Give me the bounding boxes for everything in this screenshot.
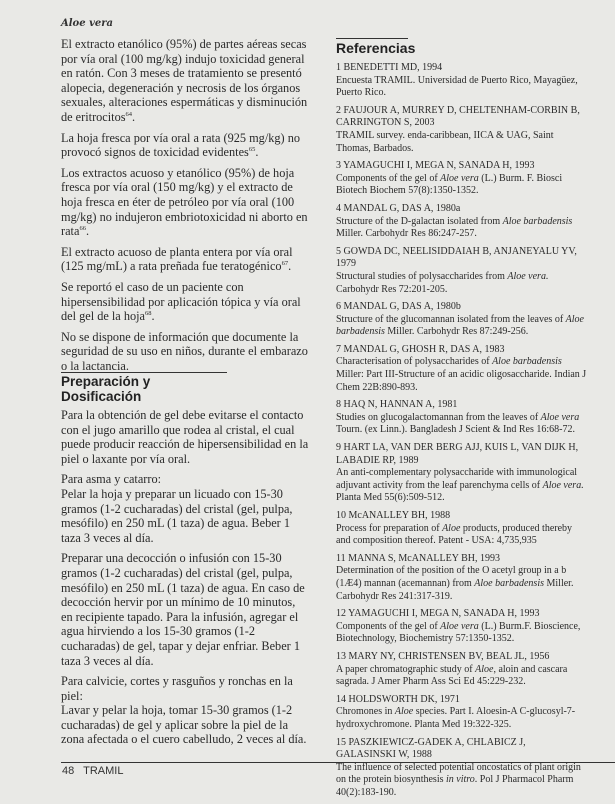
paragraph-label: Para asma y catarro: <box>61 472 162 487</box>
paragraph <box>61 408 309 466</box>
reference-citation <box>336 173 562 197</box>
text-run: An anti-complementary polysaccharide with immunological adjuvant activity from the leaf parenchyma cells of <box>336 467 578 491</box>
paragraph <box>61 551 309 668</box>
text-run: Structure of the glucomannan isolated from the leaves of <box>336 313 566 325</box>
paragraph <box>61 280 309 324</box>
paragraph <box>61 330 309 374</box>
text-run: El extracto etanólico (95%) de partes aéreas secas por vía oral (100 mg/kg) indujo toxicidad general en ratón. Con 3 meses de tratamiento se presentó alopecia, degeneración y necrosis de los órganos sexuales, alteraciones espermáticas y disminución de eritrocitos <box>61 37 308 124</box>
text-run: Tourn. (ex Linn.). Bangladesh J Scient & Ind Res 16:68-72. <box>336 424 575 436</box>
footnote-ref: 66 <box>79 225 86 233</box>
paragraph <box>61 131 309 160</box>
reference-authors: 15 PASZKIEWICZ-GADEK A, CHLABICZ J, GALASINSKI W, 1988 <box>336 736 526 761</box>
reference-authors: 13 MARY NY, CHRISTENSEN BV, BEAL JL, 1956 <box>336 650 550 662</box>
text-run: species. Part I. Aloesin-A C-glucosyl-7-hydroxychromone. Planta Med 19:322-325. <box>336 706 576 730</box>
reference-item <box>336 105 588 155</box>
text-run: La hoja fresca por vía oral a rata (925 mg/kg) no provocó signos de toxicidad evidentes <box>61 130 301 160</box>
text-run: Determination of the position of the O acetyl group in a b (1Æ4) mannan (acemannan) from <box>336 565 567 589</box>
text-run: Chromones in <box>336 706 395 718</box>
reference-item <box>336 62 588 100</box>
text-run: Carbohydr Res 72:201-205. <box>336 283 448 295</box>
reference-citation <box>336 216 572 240</box>
text-run: (L.) Burm. F. Biosci Biotech Biochem 57(8):1350-1352. <box>336 172 563 197</box>
italic-text: Aloe vera <box>440 620 479 632</box>
text-run: El extracto acuoso de planta entera por vía oral (125 mg/mL) a rata preñada fue teratogénico <box>61 244 293 274</box>
reference-citation <box>336 467 584 503</box>
text-run: Para la obtención de gel debe evitarse el contacto con el jugo amarillo que rodea al cristal, el cual puede producir reacción de hipersensibilidad en la piel o laxante por vía oral. <box>61 408 309 466</box>
text-run: , aloin and cascara sagrada. J Amer Pharm Ass Sci Ed 45:229-232. <box>336 663 568 688</box>
italic-text: Aloe barbadensis <box>492 356 562 368</box>
reference-authors: 12 YAMAGUCHI I, MEGA N, SANADA H, 1993 <box>336 608 540 620</box>
reference-authors: 3 YAMAGUCHI I, MEGA N, SANADA H, 1993 <box>336 160 535 172</box>
reference-item <box>336 344 588 394</box>
reference-authors: 8 HAQ N, HANNAN A, 1981 <box>336 399 458 411</box>
text-run: Components of the gel of <box>336 620 441 632</box>
text-run: Studies on glucogalactomannan from the leaves of <box>336 411 541 423</box>
text-run: Se reportó el caso de un paciente con hipersensibilidad por aplicación tópica y vía oral del gel de la hoja <box>61 279 301 324</box>
reference-authors: 11 MANNA S, McANALLEY BH, 1993 <box>336 552 500 564</box>
footer-divider <box>61 762 615 763</box>
footnote-ref: 64 <box>125 110 133 118</box>
toxicity-text <box>61 37 309 379</box>
reference-authors: 10 McANALLEY BH, 1988 <box>336 510 451 521</box>
text-run: Structure of the D-galactan isolated from <box>336 215 503 227</box>
reference-citation <box>336 664 567 688</box>
text-run: Preparar una decocción o infusión con 15-30 gramos (1-2 cucharadas) del cristal (gel, pulpa, mesófilo) en 250 mL (1 taza) de agua. En caso de decocción hervir por un mínimo de 10 minutos, en recipiente tapado. Para la infusión, agregar el agua hirviendo a los 15-30 gramos (1-2 cucharadas) de gel, tapar y dejar enfriar. Beber 1 taza 3 veces al día. <box>61 551 305 668</box>
italic-text: in vitro <box>446 774 475 786</box>
italic-text: Aloe <box>442 522 461 534</box>
italic-text: Aloe vera. <box>507 270 549 282</box>
reference-item <box>336 737 588 800</box>
italic-text: Aloe <box>394 706 414 718</box>
italic-text: Aloe vera <box>540 411 580 423</box>
reference-authors: 5 GOWDA DC, NEELISIDDAIAH B, ANJANEYALU YV, 1979 <box>336 245 577 270</box>
reference-authors: 6 MANDAL G, DAS A, 1980b <box>336 301 461 313</box>
footnote-ref: 67 <box>281 260 289 268</box>
italic-text: Aloe vera. <box>542 479 584 491</box>
text-run: . <box>132 109 136 124</box>
reference-item <box>336 651 588 689</box>
references-column <box>336 38 588 804</box>
page-footer <box>62 765 123 777</box>
preparacion-text <box>61 408 309 753</box>
section-heading-referencias: Referencias <box>336 40 416 56</box>
reference-item <box>336 553 588 603</box>
text-run: Lavar y pelar la hoja, tomar 15-30 gramos (1-2 cucharadas) de gel y aplicar sobre la piel de la zona afectada o el cuero cabelludo, 2 veces al día. <box>61 703 307 747</box>
text-run: Characterisation of polysaccharides of <box>336 356 493 368</box>
reference-authors: 1 BENEDETTI MD, 1994 <box>336 62 443 73</box>
text-run: . <box>151 309 155 324</box>
reference-citation <box>336 356 586 392</box>
reference-item <box>336 203 588 241</box>
text-run: . <box>255 145 259 160</box>
reference-item <box>336 160 588 198</box>
reference-authors: 2 FAUJOUR A, MURREY D, CHELTENHAM-CORBIN B, CARRINGTON S, 2003 <box>336 104 580 129</box>
page-number: 48 <box>62 765 75 777</box>
reference-citation <box>336 271 548 295</box>
text-run: Planta Med 55(6):509-512. <box>336 492 445 504</box>
text-run: Miller: Part III-Structure of an acidic oligosaccharide. Indian J Chem 22B:890-893. <box>336 369 587 393</box>
footnote-ref: 68 <box>145 310 152 317</box>
paragraph <box>61 472 309 545</box>
paragraph <box>61 245 309 274</box>
text-run: . Pol J Pharmacol Pharm 40(2):183-190. <box>336 774 574 798</box>
reference-citation <box>336 75 578 99</box>
reference-citation <box>336 762 581 798</box>
reference-authors: 14 HOLDSWORTH DK, 1971 <box>336 693 460 705</box>
paragraph-label: Para calvicie, cortes y rasguños y ronchas en la piel: <box>61 674 293 703</box>
text-run: TRAMIL survey. enda-caribbean, IICA & UAG, Saint Thomas, Barbados. <box>336 129 554 154</box>
text-run: No se dispone de información que documente la seguridad de su uso en niños, durante el embarazo o la lactancia. <box>61 329 308 373</box>
publication-name: TRAMIL <box>83 765 124 777</box>
reference-item <box>336 694 588 732</box>
paragraph <box>61 37 309 125</box>
italic-text: Aloe barbadensis <box>336 313 584 338</box>
text-run: products, produced thereby and composition thereof. Patent - USA: 4,735,935 <box>336 522 573 547</box>
reference-citation <box>336 523 572 547</box>
reference-citation <box>336 314 584 338</box>
reference-item <box>336 246 588 296</box>
paragraph <box>61 674 309 747</box>
paragraph <box>61 166 309 239</box>
text-run: . <box>288 259 292 274</box>
reference-citation <box>336 706 575 730</box>
text-run: Pelar la hoja y preparar un licuado con 15-30 gramos (1-2 cucharadas) del cristal (gel, pulpa, mesófilo) en 250 mL (1 taza) de agua. Beber 1 taza 3 veces al día. <box>61 486 293 545</box>
text-run: Components of the gel of <box>336 172 441 184</box>
text-run: Process for preparation of <box>336 522 443 534</box>
reference-authors: 9 HART LA, VAN DER BERG AJJ, KUIS L, VAN DIJK H, LABADIE RP, 1989 <box>336 442 579 466</box>
text-run: A paper chromatographic study of <box>336 663 476 675</box>
reference-citation <box>336 130 554 154</box>
text-run: Encuesta TRAMIL. Universidad de Puerto Rico, Mayagüez, Puerto Rico. <box>336 74 578 99</box>
text-run: The influence of selected potential oncostatics of plant origin on the protein biosynthesis <box>336 761 581 786</box>
reference-citation <box>336 412 579 436</box>
italic-text: Aloe <box>475 663 494 675</box>
reference-citation <box>336 621 580 645</box>
reference-item <box>336 510 588 548</box>
text-run: Los extractos acuoso y etanólico (95%) de hoja fresca por vía oral (150 mg/kg) y el extracto de hoja fresca en éter de petróleo por vía oral (100 mg/kg) no indujeron embriotoxicidad ni aborto en rata <box>61 165 308 239</box>
reference-list <box>336 62 588 799</box>
reference-authors: 4 MANDAL G, DAS A, 1980a <box>336 202 461 214</box>
footnote-ref: 65 <box>248 146 256 154</box>
reference-item <box>336 608 588 646</box>
reference-item <box>336 442 588 505</box>
text-run: Structural studies of polysaccharides from <box>336 270 508 282</box>
text-run: Miller. Carbohydr Res 87:249-256. <box>384 326 529 338</box>
running-header: Aloe vera <box>61 18 113 29</box>
reference-item <box>336 301 588 339</box>
section-heading-preparacion: Preparación y Dosificación <box>61 372 227 404</box>
italic-text: Aloe barbadensis <box>502 215 573 227</box>
italic-text: Aloe vera <box>440 172 479 184</box>
text-run: . <box>85 224 90 239</box>
text-run: Miller. Carbohydr Res 86:247-257. <box>336 228 477 240</box>
italic-text: Aloe barbadensis <box>474 577 544 589</box>
reference-authors: 7 MANDAL G, GHOSH R, DAS A, 1983 <box>336 343 505 355</box>
text-run: Miller. Carbohydr Res 241:317-319. <box>336 577 574 602</box>
text-run: (L.) Burm.F. Bioscience, Biotechnology, Biochemistry 57:1350-1352. <box>336 620 581 645</box>
reference-citation <box>336 565 573 601</box>
reference-item <box>336 399 588 437</box>
